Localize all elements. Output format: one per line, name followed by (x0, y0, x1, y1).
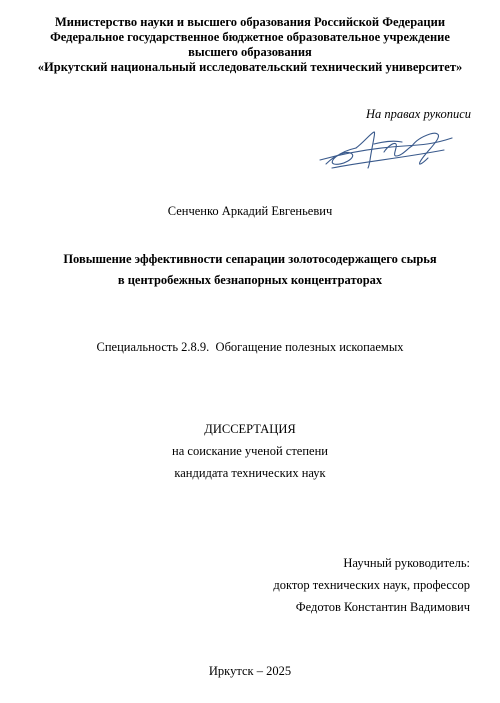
header-line-education: высшего образования (188, 45, 312, 59)
supervisor-name: Федотов Константин Вадимович (295, 600, 470, 614)
degree-name-line: кандидата технических наук (174, 466, 326, 480)
header-line-university: «Иркутский национальный исследовательский технический университет» (37, 60, 463, 74)
manuscript-rights-note: На правах рукописи (366, 107, 471, 121)
title-line-1: Повышение эффективности сепарации золотосодержащего сырья (63, 252, 437, 266)
header-line-ministry: Министерство науки и высшего образования Российской Федерации (54, 15, 446, 29)
handwritten-signature (312, 124, 462, 174)
specialty-line: Специальность 2.8.9. Обогащение полезных ископаемых (96, 340, 404, 354)
city-year: Иркутск – 2025 (208, 664, 292, 678)
supervisor-label: Научный руководитель: (343, 556, 470, 570)
supervisor-block (273, 552, 470, 618)
author-name: Сенченко Аркадий Евгеньевич (167, 204, 333, 218)
dissertation-title (20, 249, 480, 291)
header-line-institution-type: Федеральное государственное бюджетное образовательное учреждение (50, 30, 450, 44)
degree-purpose-line: на соискание ученой степени (172, 444, 328, 458)
institution-header (20, 15, 480, 75)
title-line-2: в центробежных безнапорных концентраторах (117, 273, 383, 287)
dissertation-heading: ДИССЕРТАЦИЯ (204, 422, 296, 436)
dissertation-block (0, 418, 500, 484)
supervisor-degree: доктор технических наук, профессор (273, 578, 470, 592)
